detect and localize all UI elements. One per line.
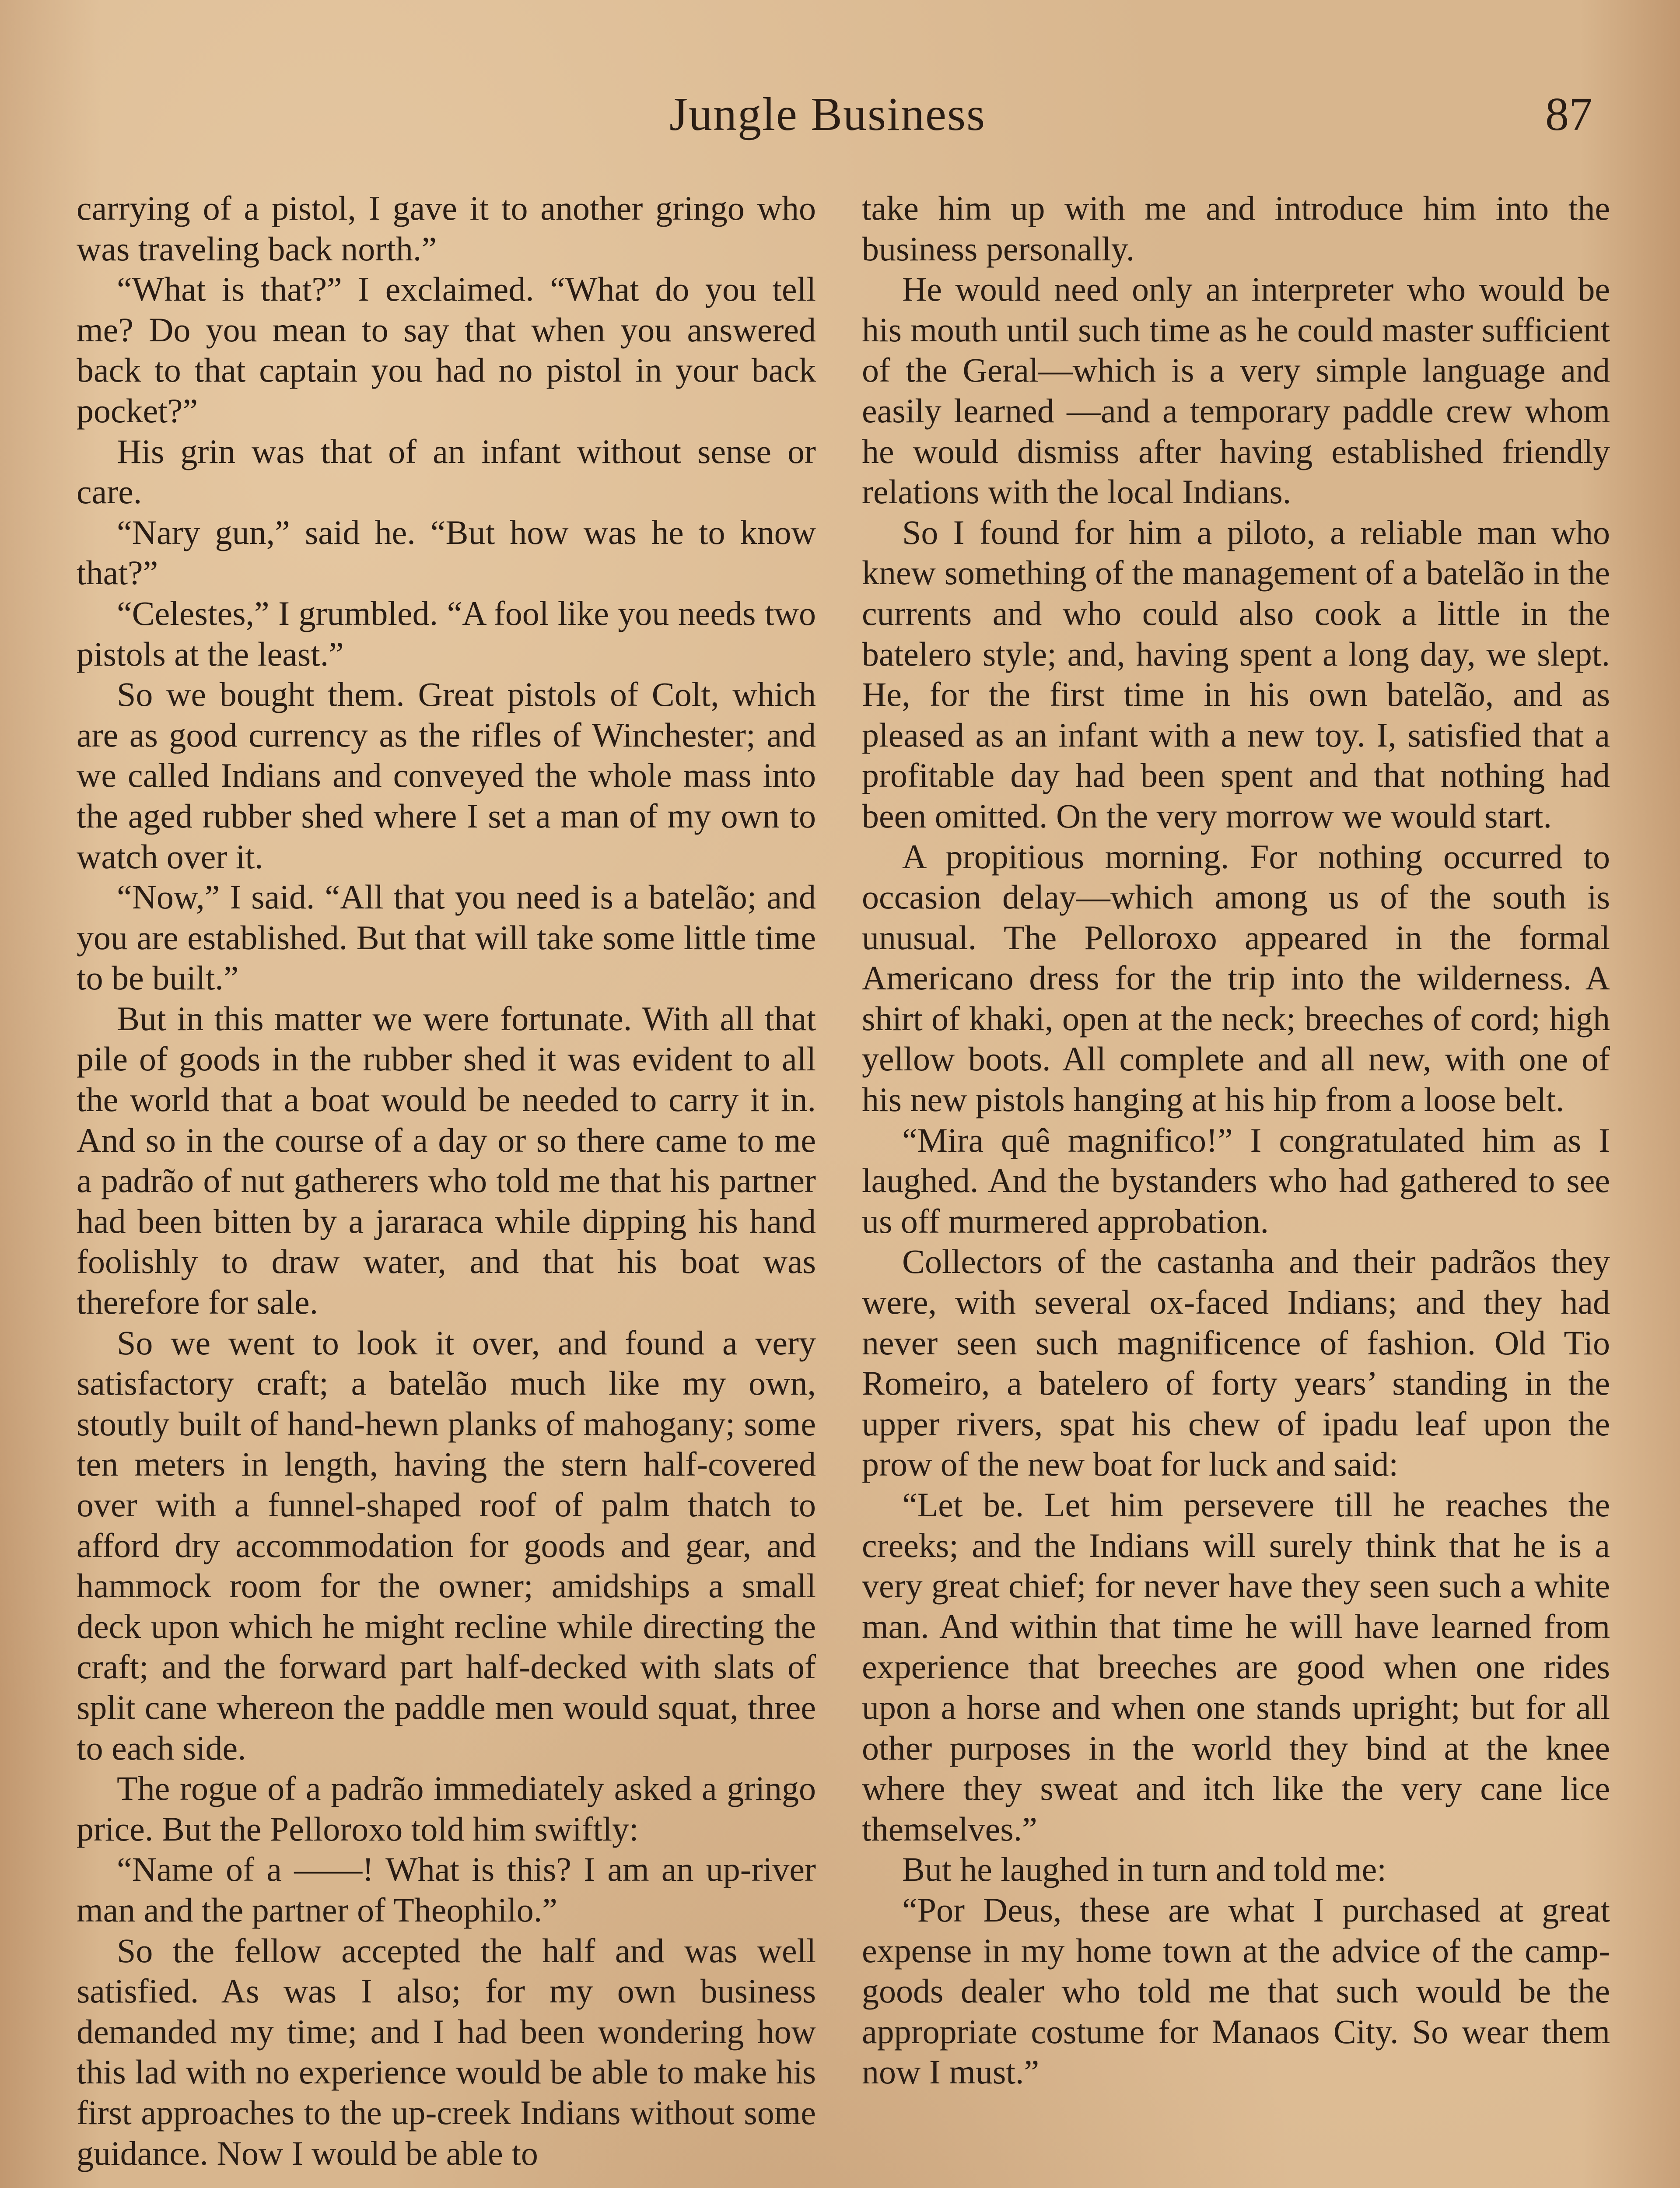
- paragraph: His grin was that of an infant without sense or care.: [77, 432, 816, 511]
- paragraph: But he laughed in turn and told me:: [902, 1850, 1386, 1889]
- paragraph: But in this matter we were fortunate. With all that pile of goods in the rubber shed it was evident to all the world that a boat would be needed to carry it in. And so in the course of a day or so there came to me a padrão of nut gatherers who told me that his partner had been bitten by a jararaca while dipping his hand foolishly to draw water, and that his boat was therefore for sale.: [77, 999, 816, 1322]
- paragraph: “Now,” I said. “All that you need is a batelão; and you are established. But that will take some little time to be built.”: [77, 878, 816, 997]
- paragraph: So we bought them. Great pistols of Colt, which are as good currency as the rifles of Winchester; and we called Indians and conveyed the whole mass into the aged rubber shed where I set a man of my own to watch over it.: [77, 675, 816, 876]
- paragraph: “Mira quê magnifico!” I congratulated him as I laughed. And the bystanders who had gathered to see us off murmered approbation.: [862, 1121, 1610, 1240]
- paragraph: “Nary gun,” said he. “But how was he to know that?”: [77, 513, 816, 592]
- paragraph: So the fellow accepted the half and was well satisfied. As was I also; for my own business demanded my time; and I had been wondering how this lad with no experience would be able to make his first approaches to the up-creek Indians without some guidance. Now I would be able to: [77, 1931, 816, 2172]
- paragraph: “Celestes,” I grumbled. “A fool like you needs two pistols at the least.”: [77, 594, 816, 673]
- paragraph: He would need only an interpreter who would be his mouth until such time as he could master sufficient of the Geral—which is a very simple language and easily learned —and a temporary paddle crew whom he would dismiss after having established friendly relations with the local Indians.: [862, 270, 1610, 511]
- paragraph: “Por Deus, these are what I purchased at great expense in my home town at the advice of the camp-goods dealer who told me that such would be the appropriate costume for Manaos City. So wear them now I must.”: [862, 1890, 1610, 2091]
- paragraph: carrying of a pistol, I gave it to another gringo who was traveling back north.”: [77, 189, 816, 268]
- left-column: [77, 188, 816, 2188]
- paragraph: take him up with me and introduce him into the business personally.: [862, 189, 1610, 268]
- paragraph: So we went to look it over, and found a very satisfactory craft; a batelão much like my own, stoutly built of hand-hewn planks of mahogany; some ten meters in length, having the stern half-covered over with a funnel-shaped roof of palm thatch to afford dry accommodation for goods and gear, and hammock room for the owner; amidships a small deck upon which he might recline while directing the craft; and the forward part half-decked with slats of split cane whereon the paddle men would squat, three to each side.: [77, 1323, 816, 1767]
- paragraph: The rogue of a padrão immediately asked a gringo price. But the Pelloroxo told him swiftly:: [77, 1769, 816, 1848]
- paragraph: “What is that?” I exclaimed. “What do you tell me? Do you mean to say that when you answered back to that captain you had no pistol in your back pocket?”: [77, 270, 816, 430]
- running-title: Jungle Business: [669, 88, 986, 140]
- page-number: 87: [1545, 88, 1592, 140]
- paragraph: Collectors of the castanha and their padrãos they were, with several ox-faced Indians; and they had never seen such magnificence of fashion. Old Tio Romeiro, a batelero of forty years’ standing in the upper rivers, spat his chew of ipadu leaf upon the prow of the new boat for luck and said:: [862, 1242, 1610, 1483]
- right-column: [862, 188, 1610, 2188]
- paragraph: So I found for him a piloto, a reliable man who knew something of the management of a batelão in the currents and who could also cook a little in the batelero style; and, having spent a long day, we slept. He, for the first time in his own batelão, and as pleased as an infant with a new toy. I, satisfied that a profitable day had been spent and that nothing had been omitted. On the very morrow we would start.: [862, 513, 1610, 835]
- paragraph: “Name of a ——! What is this? I am an up-river man and the partner of Theophilo.”: [77, 1850, 816, 1929]
- page-header: [79, 88, 1592, 162]
- paragraph: A propitious morning. For nothing occurred to occasion delay—which among us of the south is unusual. The Pelloroxo appeared in the formal Americano dress for the trip into the wilderness. A shirt of khaki, open at the neck; breeches of cord; high yellow boots. All complete and all new, with one of his new pistols hanging at his hip from a loose belt.: [862, 837, 1610, 1119]
- paragraph: “Let be. Let him persevere till he reaches the creeks; and the Indians will surely think that he is a very great chief; for never have they seen such a white man. And within that time he will have learned from experience that breeches are good when one rides upon a horse and when one stands upright; but for all other purposes in the world they bind at the knee where they sweat and itch like the very cane lice themselves.”: [862, 1486, 1610, 1848]
